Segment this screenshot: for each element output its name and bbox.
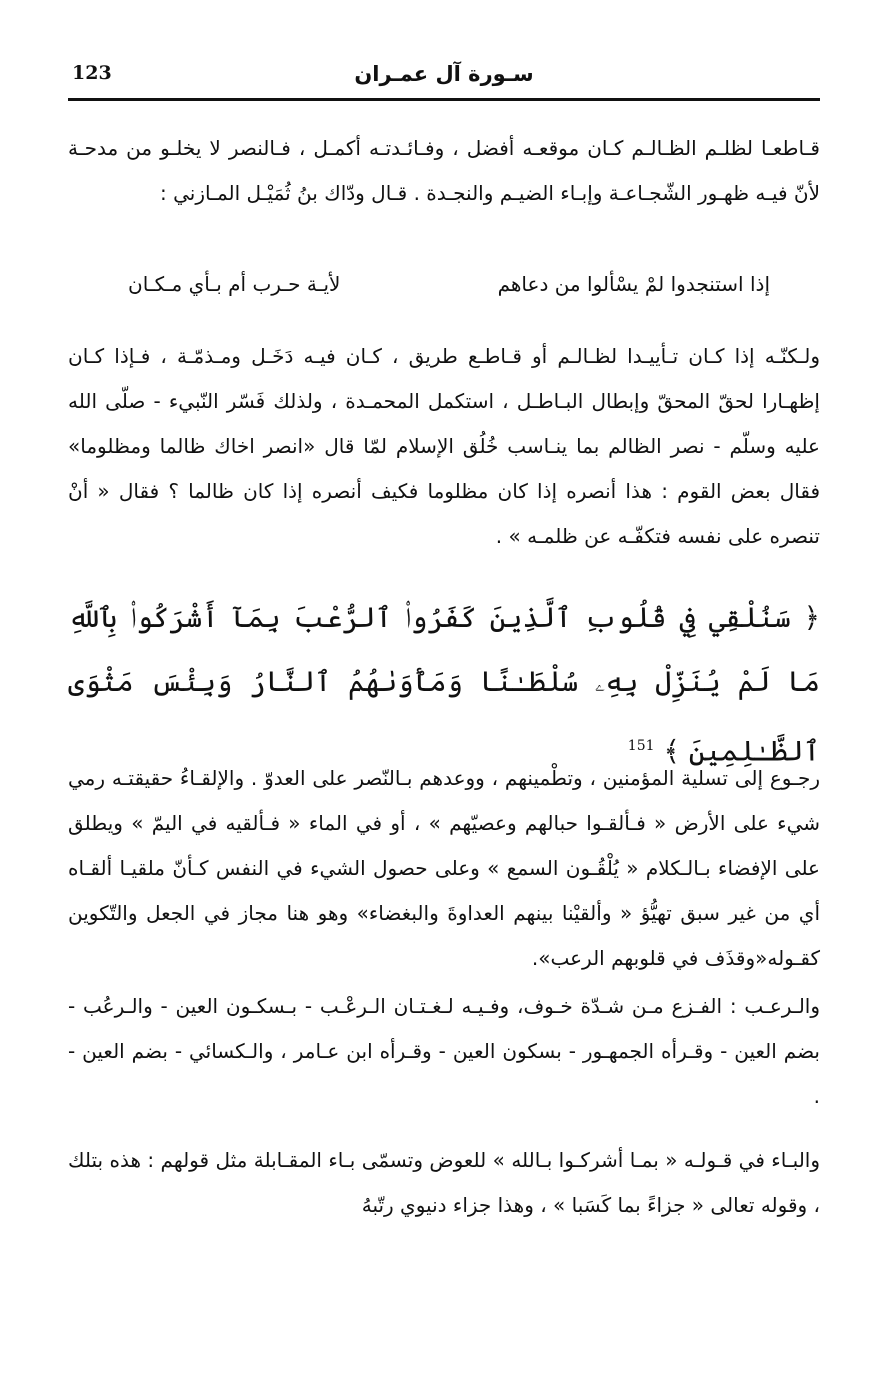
verse-text: ﴿ سَنُلْقِي فِي قُلُوبِ ٱلَّذِينَ كَفَرُوا۟ ٱلرُّعْبَ بِمَآ أَشْرَكُوا۟ بِٱللَّهِ مَا لَمْ يُنَزِّلْ بِهِۦ سُلْطَـٰنًا وَمَأْوَىٰهُمُ ٱلنَّارُ وَبِئْسَ مَثْوَى ٱلظَّـٰلِمِينَ ﴾ — [68, 601, 820, 768]
paragraph-3: رجـوع إلى تسلية المؤمنين ، وتطْمينهم ، ووعدهم بـالنّصر على العدوّ . والإلقـاءُ حقيقتـه رمي شيء على الأرض « فـألقـوا حبالهم وعصيّهم » ، أو في الماء « فـألقيه في اليمّ » ويطلق على الإفضاء بـالـكلام « يُلْقُـون السمع » وعلى حصول الشيء في النفس كـأنّ ملقيـا ألقـاه أي من غير سبق تهيُّؤ « وألقيْنا بينهم العداوةَ والبغضاء» وهو هنا مجاز في الجعل والتّكوين كقـوله«وقذَف في قلوبهم الرعب». — [68, 766, 820, 970]
paragraph-4: والـرعـب : الفـزع مـن شـدّة خـوف، وفـيـه لـغـتـان الـرعْـب - بـسكـون العين - والـرعُب - بضم العين - وقـرأه الجمهـور - بسكون العين - وقـرأه ابن عـامر ، والـكسائي - بضم العين - . — [68, 994, 820, 1108]
poem-hemistich-2: لأيـة حـرب أم بـأي مـكـان — [128, 272, 341, 296]
paragraph-2: ولـكنّـه إذا كـان تـأييـدا لظـالـم أو قـاطـع طريق ، كـان فيـه دَخَـل ومـذمّـة ، فـإذا كـان إظهـارا لحقّ المحقّ وإبطال البـاطـل ، استكمل المحمـدة ، ولذلك فَسّر النّبيء - صلّى الله عليه وسلّم - نصر الظالم بما ينـاسب خُلُق الإسلام لمّا قال «انصر اخاك ظالما ومظلوما» فقال بعض القوم : هذا أنصره إذا كان مظلوما فكيف أنصره إذا كان ظالما ؟ فقال « أنْ تنصره على نفسه فتكفّـه عن ظلمـه » . — [68, 344, 820, 548]
surah-title: سـورة آل عمـران — [354, 62, 534, 86]
verse-number: 151 — [627, 738, 655, 754]
quran-verse — [68, 586, 820, 783]
paragraph-5: والبـاء في قـولـه « بمـا أشركـوا بـالله » للعوض وتسمّى بـاء المقـابلة مثل قولهم : هذه بتلك ، وقوله تعالى « جزاءً بما كَسَبا » ، وهذا جزاء دنيوي رتّبهُ — [68, 1148, 820, 1217]
paragraph-1: قـاطعـا لظلـم الظـالـم كـان موقعـه أفضل ، وفـائـدتـه أكمـل ، فـالنصر لا يخلـو من مدحـة لأنّ فيـه ظهـور الشّجـاعـة وإبـاء الضيـم والنجـدة . قـال ودّاك بنُ ثُمَيْـل المـازني : — [68, 136, 820, 205]
poem-hemistich-1: إذا استنجدوا لمْ يسْألوا من دعاهم — [497, 272, 770, 296]
poem-verse — [68, 262, 820, 307]
page-header — [68, 58, 820, 101]
page-number: 123 — [72, 62, 112, 84]
